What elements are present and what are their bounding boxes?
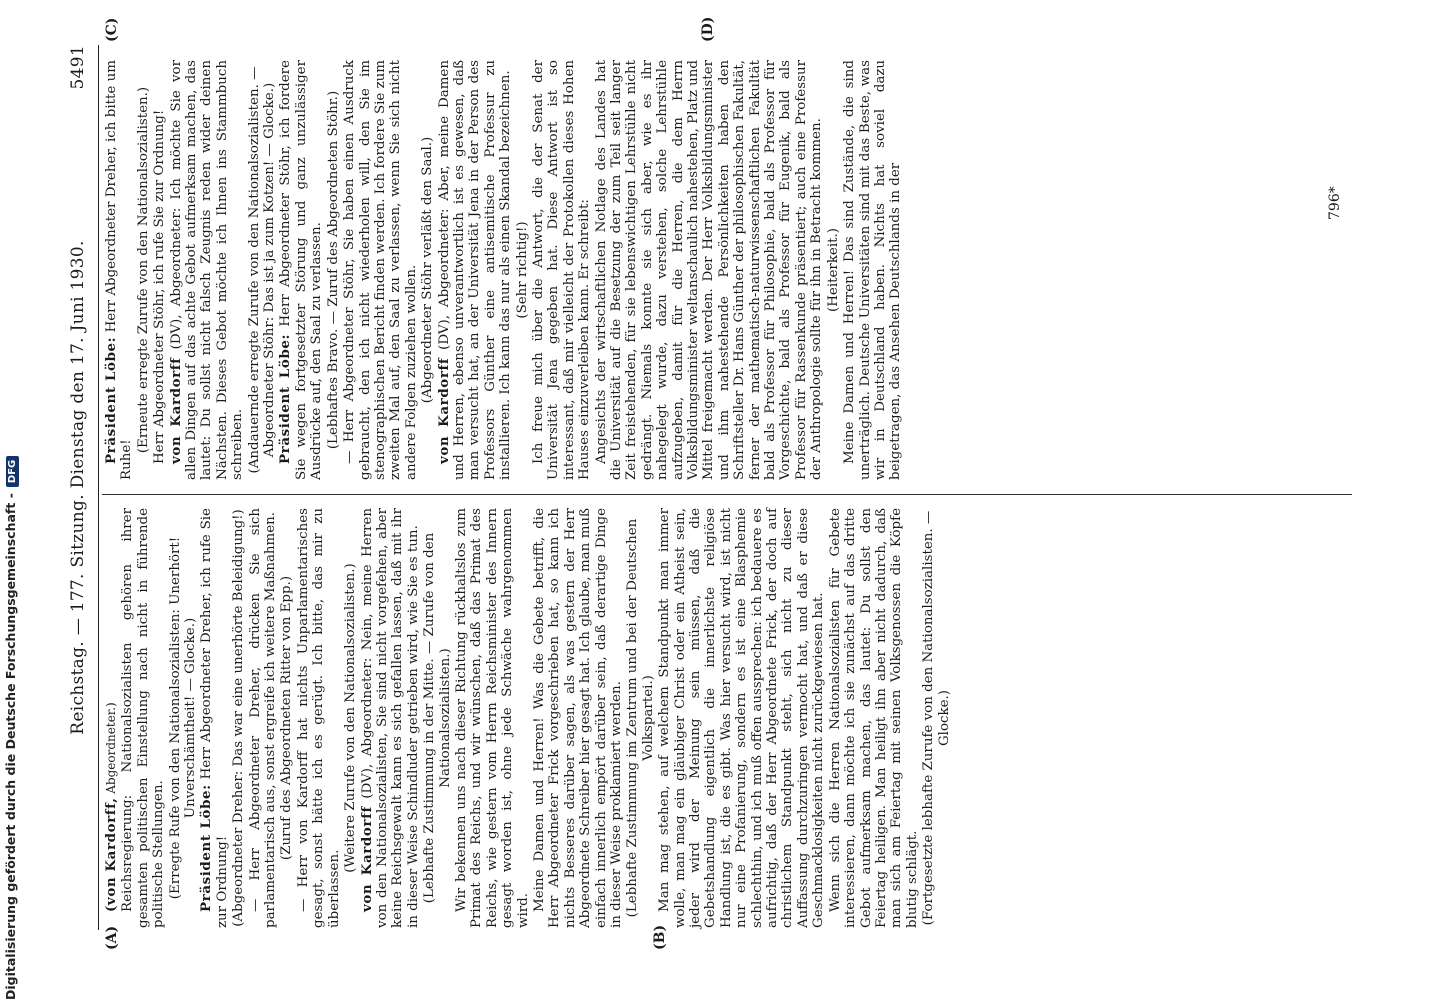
speaker-paragraph bbox=[199, 508, 230, 928]
speaker-name: (von Kardorff, bbox=[103, 797, 119, 912]
body-paragraph: Man mag stehen, auf welchem Standpunkt man immer wolle, man mag ein gläubiger Christ oder ein Atheist sein, jeder wird der Meinung sein müssen, daß die Gebetshandlung eigentlich die innerlichste religiöse Handlung ist, die es gibt. Was hier versucht wird, ist nicht nur eine Profanierung, sondern es ist eine Blasphemie schlechthin, und ich muß offen aussprechen: ich bedauere es aufrichtig, daß der Herr Abgeordnete Frick, der doch auf christlichem Standpunkt steht, sich nicht zu dieser Auffassung durchzuringen vermocht hat, und daß er diese Geschmacklosigkeiten nicht zurückgewiesen hat. bbox=[657, 508, 827, 928]
speaker-name: von Kardorff bbox=[435, 357, 452, 464]
speaker-paragraph bbox=[437, 60, 514, 480]
margin-mark-a: (A) bbox=[104, 925, 120, 950]
speaker-name: Präsident Löbe: bbox=[103, 336, 119, 464]
interjection: (Abgeordneter Stöhr verläßt den Saal.) bbox=[420, 136, 436, 404]
speaker-role: Abgeordneter.) bbox=[104, 702, 118, 798]
speech-text: Herr Abgeordneter Stöhr, ich fordere Sie wegen fortgesetzter Störung und ganz unzulässiger Ausdrücke auf, den Saal zu verlassen. bbox=[278, 60, 325, 480]
interjection: (Erneute erregte Zurufe von den Nationalsozialisten.) bbox=[135, 86, 151, 454]
margin-mark-b: (B) bbox=[652, 924, 668, 950]
column-divider bbox=[102, 494, 1352, 495]
interjection: (Erregte Rufe von den Nationalsozialisten: Unerhört! Unverschämtheit! — Glocke.) bbox=[167, 536, 199, 900]
page-header bbox=[68, 45, 98, 930]
caption-text: Digitalisierung gefördert durch die Deutsche Forschungsgemeinschaft - bbox=[3, 493, 18, 1000]
interjection: (Abgeordneter Dreher: Das war eine unerhörte Beleidigung!) bbox=[231, 509, 247, 927]
digitization-caption bbox=[3, 0, 25, 1000]
margin-mark-c: (C) bbox=[104, 17, 120, 42]
interjection: (Sehr richtig!) bbox=[514, 221, 530, 319]
body-paragraph: Meine Damen und Herren! Das sind Zustände, die sind unerträglich. Deutsche Universitäten sind mit das Beste, was wir in Deutschland haben. Nichts hat soviel dazu beigetragen, das Ansehen Deutschlands in der bbox=[842, 60, 904, 480]
body-paragraph: Angesichts der wirtschaftlichen Notlage des Landes hat die Universität auf die Besetzung der zum Teil seit langer Zeit freistehenden, für sie lebenswichtigen Lehrstühle nicht gedrängt. Niemals konnte sie sich aber, wie es ihr nahegelegt wurde, dazu verstehen, solche Lehrstühle aufzugeben, damit für die Herren, die dem Herrn Volksbildungsminister weltanschaulich nahestehen, Platz und Mittel freigemacht werden. Der Herr Volksbildungsminister und ihm nahestehende Persönlichkeiten haben den Schriftsteller Dr. Hans Günther der philosophischen Fakultät, ferner der mathematisch-naturwissenschaftlichen Fakultät bald als Professor für Philosophie, bald als Professor für Vorgeschichte, bald als Professor für Eugenik, bald als Professor für Rassenkunde präsentiert; auch eine Professur der Anthropologie sollte für ihn in Betracht kommen. bbox=[593, 60, 825, 480]
speech-text: Herr Abgeordneter Dreher, ich rufe Sie zur Ordnung! bbox=[199, 508, 230, 928]
interjection: (Lebhaftes Bravo. — Zuruf des Abgeordneten Stöhr.) bbox=[325, 90, 341, 450]
body-paragraph: — Herr Abgeordneter Dreher, drücken Sie sich parlamentarisch aus, sonst ergreife ich weitere Maßnahmen. bbox=[247, 508, 279, 928]
speaker-name: Präsident Löbe: bbox=[277, 333, 294, 464]
speaker-name: Präsident Löbe: bbox=[198, 784, 215, 912]
interjection: (Heiterkeit.) bbox=[825, 228, 841, 312]
interjection: (Lebhafte Zustimmung in der Mitte. — Zurufe von den Nationalsozialisten.) bbox=[422, 532, 453, 904]
left-column bbox=[104, 508, 953, 928]
speech-text: Herr Abgeordneter Dreher, ich bitte um Ruhe! bbox=[104, 60, 135, 480]
body-paragraph: Wir bekennen uns nach dieser Richtung rückhaltslos zum Primat des Reichs, und wir wünschen, daß das Primat des Reichs, wie gestern vom Herrn Reichsminister des Innern gesagt worden ist, ohne jede Schwäche wahrgenommen wird. bbox=[453, 508, 531, 928]
header-title: Reichstag. — 177. Sitzung. Dienstag den 17. Juni 1930. bbox=[68, 240, 88, 735]
margin-mark-d: (D) bbox=[700, 16, 716, 42]
speaker-paragraph bbox=[104, 60, 135, 480]
interjection: (Zuruf des Abgeordneten Ritter von Epp.) bbox=[279, 575, 295, 861]
speaker-paragraph bbox=[278, 60, 324, 480]
body-paragraph: Reichsregierung: Nationalsozialisten gehören ihrer gesamten politischen Einstellung nach nicht in führende politische Stellungen. bbox=[120, 508, 167, 928]
interjection: (Andauernde erregte Zurufe von den Nationalsozialisten. — Abgeordneter Stöhr: Das ist ja zum Kotzen! — Glocke.) bbox=[246, 66, 278, 474]
speaker-paragraph bbox=[169, 60, 246, 480]
right-column bbox=[104, 60, 905, 480]
body-paragraph: — Herr Abgeordneter Stöhr, Sie haben einen Ausdruck gebraucht, den ich nicht wiederholen will, den Sie im stenographischen Bericht finden werden. Ich fordere Sie zum zweiten Mal auf, den Saal zu verlassen, wenn Sie sich nicht andere Folgen zuziehen wollen. bbox=[342, 60, 419, 480]
interjection: (Weitere Zurufe von den Nationalsozialisten.) bbox=[343, 563, 359, 873]
speech-text: (DV), Abgeordneter: Aber, meine Damen und Herren, ebenso unverantwortlich ist es gewesen, daß man versucht hat, an der Universität Jena in der Person des Professors Günther eine antisemitische Professur zu installieren. Ich kann das nur als einen Skandal bezeichnen. bbox=[436, 60, 514, 480]
page-folio: 796* bbox=[1327, 186, 1343, 220]
interjection: (Fortgesetzte lebhafte Zurufe von den Nationalsozialisten. — Glocke.) bbox=[921, 510, 952, 926]
speaker-paragraph bbox=[104, 508, 119, 928]
dfg-logo: DFG bbox=[6, 456, 19, 487]
interjection: (Lebhafte Zustimmung im Zentrum und bei der Deutschen Volkspartei.) bbox=[625, 518, 656, 918]
speech-text: (DV), Abgeordneter: Ich möchte Sie vor allen Dingen auf das achte Gebot aufmerksam machen, das lautet: Du sollst nicht falsch Zeugnis reden wider deinen Nächsten. Dieses Gebot möchte ich Ihnen ins Stammbuch schreiben. bbox=[168, 60, 246, 480]
body-paragraph: Herr Abgeordneter Stöhr, ich rufe Sie zur Ordnung! bbox=[152, 109, 168, 464]
speaker-name: von Kardorff bbox=[358, 806, 375, 912]
header-page-number: 5491 bbox=[68, 45, 88, 90]
header-rule bbox=[98, 45, 99, 930]
body-paragraph: Wenn sich die Herren Nationalsozialisten für Gebete interessieren, dann möchte ich sie zunächst auf das dritte Gebot aufmerksam machen, das lautet: Du sollst den Feiertag heiligen. Man heiligt ihn aber nicht dadurch, daß man sich am Feiertag mit seinen Volksgenossen die Köpfe blutig schlägt. bbox=[827, 508, 920, 928]
speaker-paragraph bbox=[360, 508, 422, 928]
body-paragraph: — Herr von Kardorff hat nichts Unparlamentarisches gesagt, sonst hätte ich es gerügt. Ich bitte, das mir zu überlassen. bbox=[295, 508, 342, 928]
body-paragraph: Ich freue mich über die Antwort, die der Senat der Universität Jena gegeben hat. Diese Antwort ist so interessant, daß mir vielleicht der Protokollen dieses Hohen Hauses einzuverleiben kann. Er schreibt: bbox=[530, 60, 593, 480]
speech-text: (DV), Abgeordneter: Nein, meine Herren von den Nationalsozialisten, Sie sind nicht vorgefehen, aber keine Reichsgewalt kann es sich gefallen lassen, daß mit ihr in dieser Weise Schindluder getrieben wird, wie Sie es tun. bbox=[359, 508, 421, 928]
speaker-name: von Kardorff bbox=[167, 357, 184, 464]
body-paragraph: Meine Damen und Herren! Was die Gebete betrifft, die Herr Abgeordneter Frick vorgeschrieben hat, so kann ich nichts Besseres darüber sagen, als was gestern der Herr Abgeordnete Schreiber hier gesagt hat. Ich glaube, man muß einfach innerlich empört darüber sein, daß derartige Dinge in dieser Weise proklamiert werden. bbox=[531, 508, 624, 928]
